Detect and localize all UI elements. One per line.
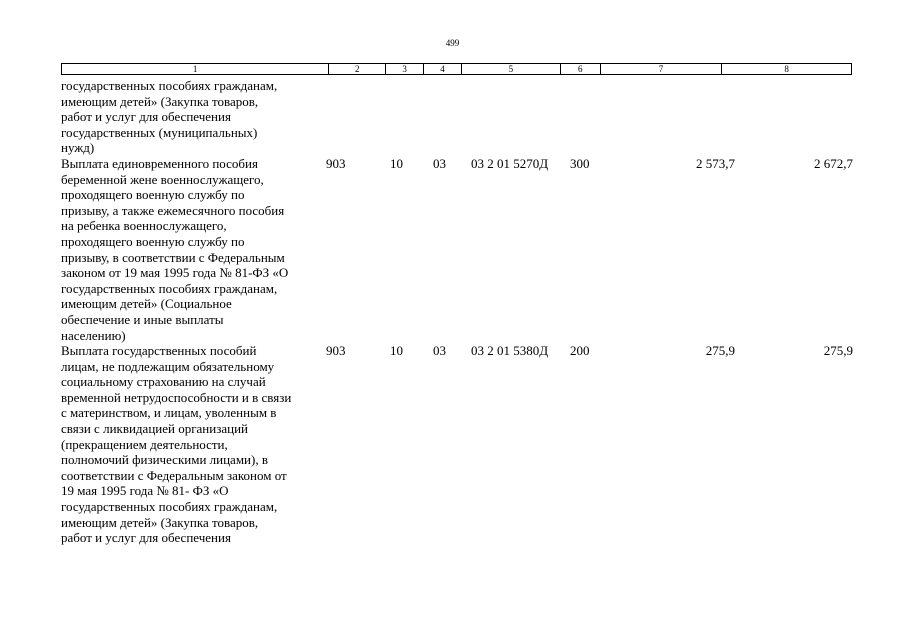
table-body	[61, 78, 861, 546]
table-header	[61, 63, 852, 75]
row-amount-2: 2 672,7	[814, 155, 853, 171]
row-description: Выплата единовременного пособия беременной жене военнослужащего, проходящего военную службу по призыву, а также ежемесячного пособия на ребенка военнослужащего, проходящего военную службу по призыву, в соответствии с Федеральным законом от 19 мая 1995 года № 81-ФЗ «О государственных пособиях гражданам, имеющим детей» (Социальное обеспечение и иные выплаты населению)	[61, 155, 289, 343]
table-row	[61, 78, 861, 156]
row-amount-1: 275,9	[705, 343, 735, 359]
row-description: государственных пособиях гражданам, имеющим детей» (Закупка товаров, работ и услуг для обеспечения государственных (муниципальных) нужд)	[61, 78, 278, 156]
row-target-article: 03 2 01 5270Д	[471, 155, 549, 171]
row-ministry-code: 903	[326, 343, 346, 359]
header-col-7: 7	[600, 64, 722, 74]
row-target-article: 03 2 01 5380Д	[471, 343, 549, 359]
header-col-3: 3	[385, 64, 423, 74]
row-amount-1: 2 573,7	[696, 155, 735, 171]
row-subsection: 03	[433, 343, 446, 359]
header-col-5: 5	[461, 64, 560, 74]
header-col-4: 4	[423, 64, 461, 74]
table-row	[61, 343, 861, 546]
page-number: 499	[445, 38, 460, 48]
row-section: 10	[390, 155, 403, 171]
row-description: Выплата государственных пособий лицам, не подлежащим обязательному социальному страхованию на случай временной нетрудоспособности и в связи с материнством, и лицам, уволенным в связи с ликвидацией организаций (прекращением деятельности, полномочий физическими лицами), в соответствии с Федеральным законом от 19 мая 1995 года № 81- ФЗ «О государственных пособиях гражданам, имеющим детей» (Закупка товаров, работ и услуг для обеспечения	[61, 343, 292, 546]
row-expense-type: 300	[570, 155, 590, 171]
row-ministry-code: 903	[326, 155, 346, 171]
table-row	[61, 156, 861, 343]
row-expense-type: 200	[570, 343, 590, 359]
row-section: 10	[390, 343, 403, 359]
header-col-2: 2	[328, 64, 385, 74]
row-amount-2: 275,9	[823, 343, 853, 359]
row-subsection: 03	[433, 155, 446, 171]
header-col-8: 8	[721, 64, 851, 74]
header-col-6: 6	[560, 64, 600, 74]
header-col-1: 1	[192, 64, 198, 74]
